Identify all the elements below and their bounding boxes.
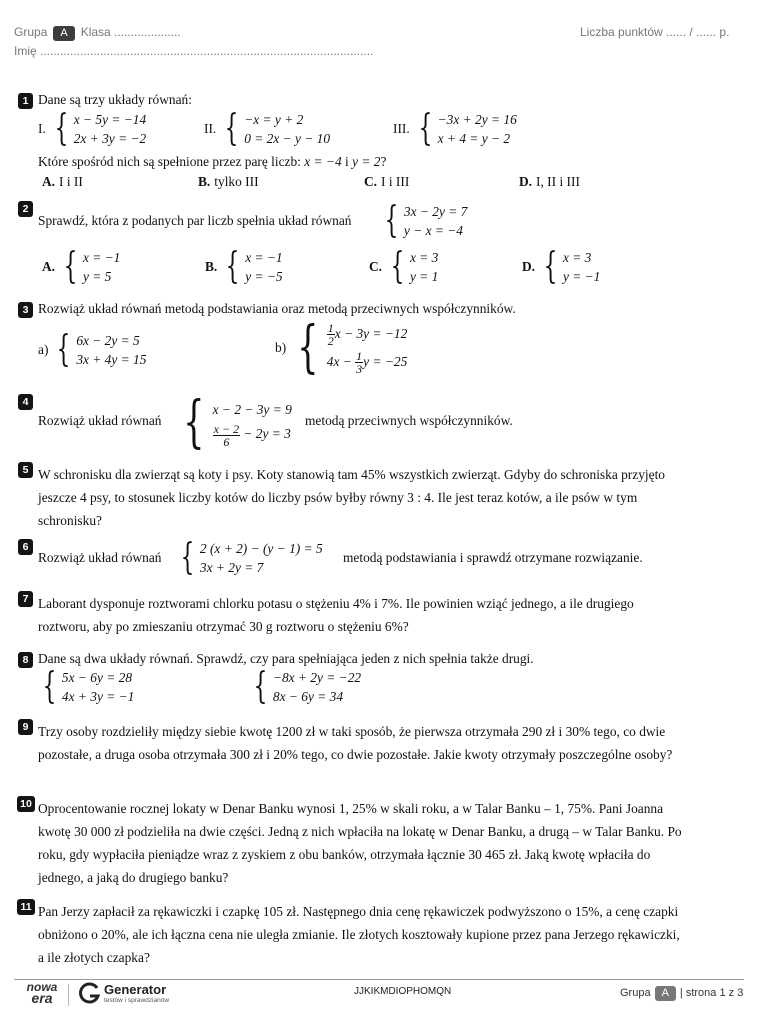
answer-text: I i III (381, 174, 410, 189)
answer-label: C. (364, 174, 378, 189)
math: x = −4 (304, 154, 342, 169)
equation: 8x − 6y = 34 (272, 689, 344, 704)
nowa-era-logo (22, 982, 62, 1004)
equation-system-3 (393, 110, 517, 148)
question-number: 3 (18, 302, 33, 318)
question-text: Pan Jerzy zapłacił za rękawiczki i czapkę 105 zł. Następnego dnia cenę rękawiczek podwyższono o 15%, a cenę czapki obniżono o 20%, ale ich łączna cena nie uległa zmianie. Ile złotych kosztowały kupione przez pana Jerzego rękawiczki, a ile złotych czapka? (38, 904, 680, 965)
brace-icon: { (56, 329, 71, 370)
brace-icon: { (63, 246, 78, 287)
question-number: 8 (18, 652, 33, 668)
question-text: W schronisku dla zwierząt są koty i psy. Koty stanowią tam 45% wszystkich zwierząt. Gdyby do schroniska przyjęto jeszcze 4 psy, to stosunek liczby kotów do liczby psów byłby równy 3 : 4. Ile jest teraz kotów, a ile psów w tym schronisku? (38, 467, 665, 528)
question-text: Sprawdź, która z podanych par liczb spełnia układ równań (38, 213, 352, 228)
question-number: 6 (18, 539, 33, 555)
answer-label: C. (369, 259, 383, 274)
logo-divider (68, 984, 69, 1006)
numerator: 1 (327, 321, 334, 336)
question-number: 10 (17, 796, 35, 812)
brace-icon: { (54, 108, 69, 149)
points-field: Liczba punktów ...... / ...... p. (580, 25, 730, 39)
numerator: 1 (356, 349, 363, 364)
equation (327, 348, 407, 376)
class-field: Klasa .................... (80, 25, 181, 39)
equation-system-a (38, 331, 146, 369)
text: i (341, 154, 353, 169)
denominator: 3 (356, 362, 363, 377)
equation: x + 4 = y − 2 (437, 131, 511, 146)
equation: x = −1 (245, 250, 283, 265)
page-number: | strona 1 z 3 (679, 987, 744, 999)
equation-system (176, 390, 292, 455)
math: y = 2 (352, 154, 381, 169)
text: ? (380, 154, 387, 169)
question-text: Oprocentowanie rocznej lokaty w Denar Banku wynosi 1, 25% w skali roku, a w Talar Banku – 1, 75%. Pani Joanna kwotę 30 000 zł podzieliła na dwie części. Jedną z nich wpłaciła na lokatę w Denar Banku, a drugą – w Talar Banku. Po roku, gdy wypłaciła pieniądze wraz z zyskiem z obu banków, otrzymała łącznie 30 465 zł. Jaką kwotę wpłaciła do jednego, a jaką do drugiego banku? (38, 801, 682, 885)
brace-icon: { (224, 108, 239, 149)
answer-c[interactable] (369, 248, 438, 286)
equation: 5x − 6y = 28 (61, 670, 133, 685)
group-label: Grupa (620, 987, 651, 999)
question-number: 7 (18, 591, 33, 607)
system-label: III. (393, 121, 410, 136)
text: Które spośród nich są spełnione przez parę liczb: (38, 154, 305, 169)
answer-b[interactable] (205, 248, 283, 286)
question-text (38, 154, 386, 170)
equation: y − x = −4 (403, 223, 463, 238)
question-text: Rozwiąż układ równań metodą podstawiania oraz metodą przeciwnych współczynników. (38, 301, 516, 316)
equation-part: 4x − (326, 354, 356, 369)
question-text: Dane są trzy układy równań: (38, 92, 192, 107)
question-text: Trzy osoby rozdzieliły między siebie kwotę 1200 zł w taki sposób, że pierwsza otrzymała 290 zł i 30% tego, co dwie pozostałe, a druga osoba otrzymała 300 zł i 20% tego, co dwie pozostałe. Jakie kwoty otrzymały poszczególne osoby? (38, 724, 673, 762)
equation: 3x + 2y = 7 (199, 560, 264, 575)
denominator: 2 (327, 334, 334, 349)
answer-label: A. (42, 174, 56, 189)
system-label: II. (204, 121, 217, 136)
answer-label: D. (522, 259, 536, 274)
denominator: 6 (223, 434, 230, 449)
equation: x − 5y = −14 (73, 112, 147, 127)
system-label: a) (38, 342, 49, 357)
name-field: Imię .................................................................................................... (14, 44, 374, 58)
group-badge: A (655, 986, 676, 1001)
equation-system (176, 539, 323, 577)
equation-system-b (275, 315, 408, 380)
question-text: Rozwiąż układ równań (38, 413, 162, 428)
answer-b[interactable] (198, 174, 259, 190)
brace-icon: { (543, 246, 558, 287)
equation: −x = y + 2 (244, 112, 304, 127)
question-text: metodą przeciwnych współczynników. (305, 413, 513, 428)
equation-rest: y = −25 (363, 354, 408, 369)
equation-system-2 (249, 668, 361, 706)
brace-icon: { (297, 315, 319, 380)
equation-system-1 (38, 668, 134, 706)
generator-g-icon (77, 982, 101, 1006)
equation: 2 (x + 2) − (y − 1) = 5 (199, 541, 323, 556)
question-text: Laborant dysponuje roztworami chlorku potasu o stężeniu 4% i 7%. Ile powinien wziąć jednego, a ile drugiego roztworu, aby po zmieszaniu otrzymać 30 g roztworu o stężeniu 6%? (38, 596, 634, 634)
question-number: 11 (17, 899, 35, 915)
logo-text: era (31, 990, 53, 1006)
answer-text: I, II i III (536, 174, 580, 189)
brace-icon: { (418, 108, 433, 149)
logo-text: nowa (26, 980, 58, 994)
answer-text: tylko III (214, 174, 259, 189)
answer-label: B. (205, 259, 218, 274)
answer-d[interactable] (519, 174, 580, 190)
question-text: Dane są dwa układy równań. Sprawdź, czy para spełniająca jeden z nich spełnia także drugi. (38, 651, 534, 666)
logo-subtext: testów i sprawdzianów (104, 997, 170, 1004)
equation: 3x − 2y = 7 (403, 204, 468, 219)
equation: x = 3 (562, 250, 592, 265)
brace-icon: { (390, 246, 405, 287)
equation: x = −1 (82, 250, 121, 265)
question-number: 9 (18, 719, 33, 735)
equation: 4x + 3y = −1 (61, 689, 135, 704)
equation: −8x + 2y = −22 (272, 670, 362, 685)
answer-a[interactable] (42, 174, 83, 190)
answer-text: I i II (59, 174, 83, 189)
question-number: 4 (18, 394, 33, 410)
footer-divider (14, 979, 744, 980)
equation: y = 5 (82, 269, 112, 284)
brace-icon: { (253, 666, 268, 707)
equation-system-1 (38, 110, 146, 148)
equation-rest: − 2y = 3 (240, 426, 291, 442)
group-badge: A (53, 26, 74, 41)
brace-icon: { (180, 537, 195, 578)
system-label: I. (38, 121, 46, 136)
answer-label: A. (42, 259, 56, 274)
answer-label: D. (519, 174, 533, 189)
group-class-line (14, 25, 181, 41)
equation: y = −1 (562, 269, 601, 284)
equation (327, 320, 407, 348)
numerator: x − 2 (213, 421, 240, 436)
brace-icon: { (42, 666, 57, 707)
page-info (620, 986, 743, 1001)
document-code: JJKIKMDIOPHOMQN (354, 986, 452, 997)
equation: 2x + 3y = −2 (73, 131, 147, 146)
equation: 0 = 2x − y − 10 (244, 131, 331, 146)
equation-rest: x − 3y = −12 (334, 326, 408, 341)
question-text: Rozwiąż układ równań (38, 550, 162, 565)
equation-system (380, 202, 467, 240)
equation: y = 1 (409, 269, 439, 284)
equation: x − 2 − 3y = 9 (212, 402, 292, 418)
answer-a[interactable] (42, 248, 120, 286)
equation: x = 3 (409, 250, 439, 265)
brace-icon: { (384, 200, 399, 241)
brace-icon: { (183, 390, 205, 455)
equation (213, 422, 292, 447)
answer-d[interactable] (522, 248, 600, 286)
question-number: 1 (18, 93, 33, 109)
equation: 6x − 2y = 5 (76, 333, 140, 348)
equation: 3x + 4y = 15 (76, 352, 147, 367)
question-number: 5 (18, 462, 33, 478)
equation: −3x + 2y = 16 (437, 112, 517, 127)
system-label: b) (275, 340, 287, 355)
equation-system-2 (204, 110, 330, 148)
answer-c[interactable] (364, 174, 409, 190)
question-text: metodą podstawiania i sprawdź otrzymane rozwiązanie. (343, 550, 643, 565)
answer-label: B. (198, 174, 211, 189)
question-number: 2 (18, 201, 33, 217)
group-label: Grupa (14, 25, 48, 39)
equation: y = −5 (245, 269, 283, 284)
brace-icon: { (225, 246, 240, 287)
logo-text: Generator (104, 982, 167, 997)
